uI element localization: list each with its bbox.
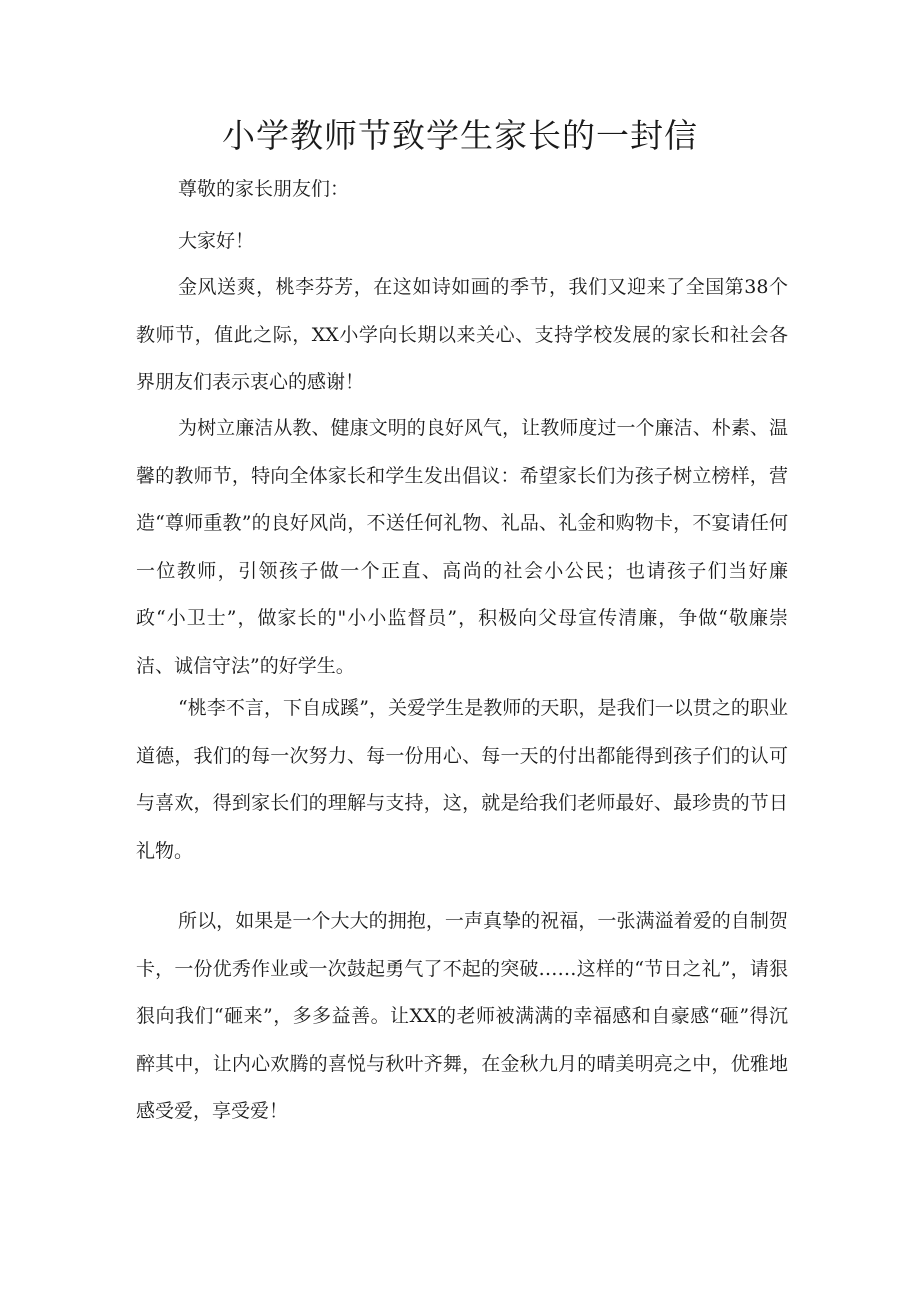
paragraph-4: 所以，如果是一个大大的拥抱，一声真挚的祝福，一张满溢着爱的自制贺卡，一份优秀作业或一次鼓起勇气了不起的突破……这样的“节日之礼”，请狠狠向我们“砸来”，多多益善。让XX的老师被满满的幸福感和自豪感“砸”得沉醉其中，让内心欢腾的喜悦与秋叶齐舞，在金秋九月的晴美明亮之中，优雅地感受爱，享受爱！ [136, 910, 788, 1122]
paragraph-1: 金风送爽，桃李芬芳，在这如诗如画的季节，我们又迎来了全国第38个教师节，值此之际，XX小学向长期以来关心、支持学校发展的家长和社会各界朋友们表示衷心的感谢！ [136, 276, 788, 393]
document-title: 小学教师节致学生家长的一封信 [222, 116, 698, 155]
paragraph-2: 为树立廉洁从教、健康文明的良好风气，让教师度过一个廉洁、朴素、温馨的教师节，特向全体家长和学生发出倡议：希望家长们为孩子树立榜样，营造“尊师重教”的良好风尚，不送任何礼物、礼品、礼金和购物卡，不宴请任何一位教师，引领孩子做一个正直、高尚的社会小公民；也请孩子们当好廉政“小卫士”，做家长的"小小监督员”，积极向父母宣传清廉，争做“敬廉崇洁、诚信守法”的好学生。 [136, 417, 788, 677]
salutation: 尊敬的家长朋友们： [178, 178, 350, 200]
paragraph-3: “桃李不言，下自成蹊”，关爱学生是教师的天职，是我们一以贯之的职业道德，我们的每一次努力、每一份用心、每一天的付出都能得到孩子们的认可与喜欢，得到家长们的理解与支持，这，就是给我们老师最好、最珍贵的节日礼物。 [136, 697, 788, 862]
greeting: 大家好！ [178, 230, 255, 252]
